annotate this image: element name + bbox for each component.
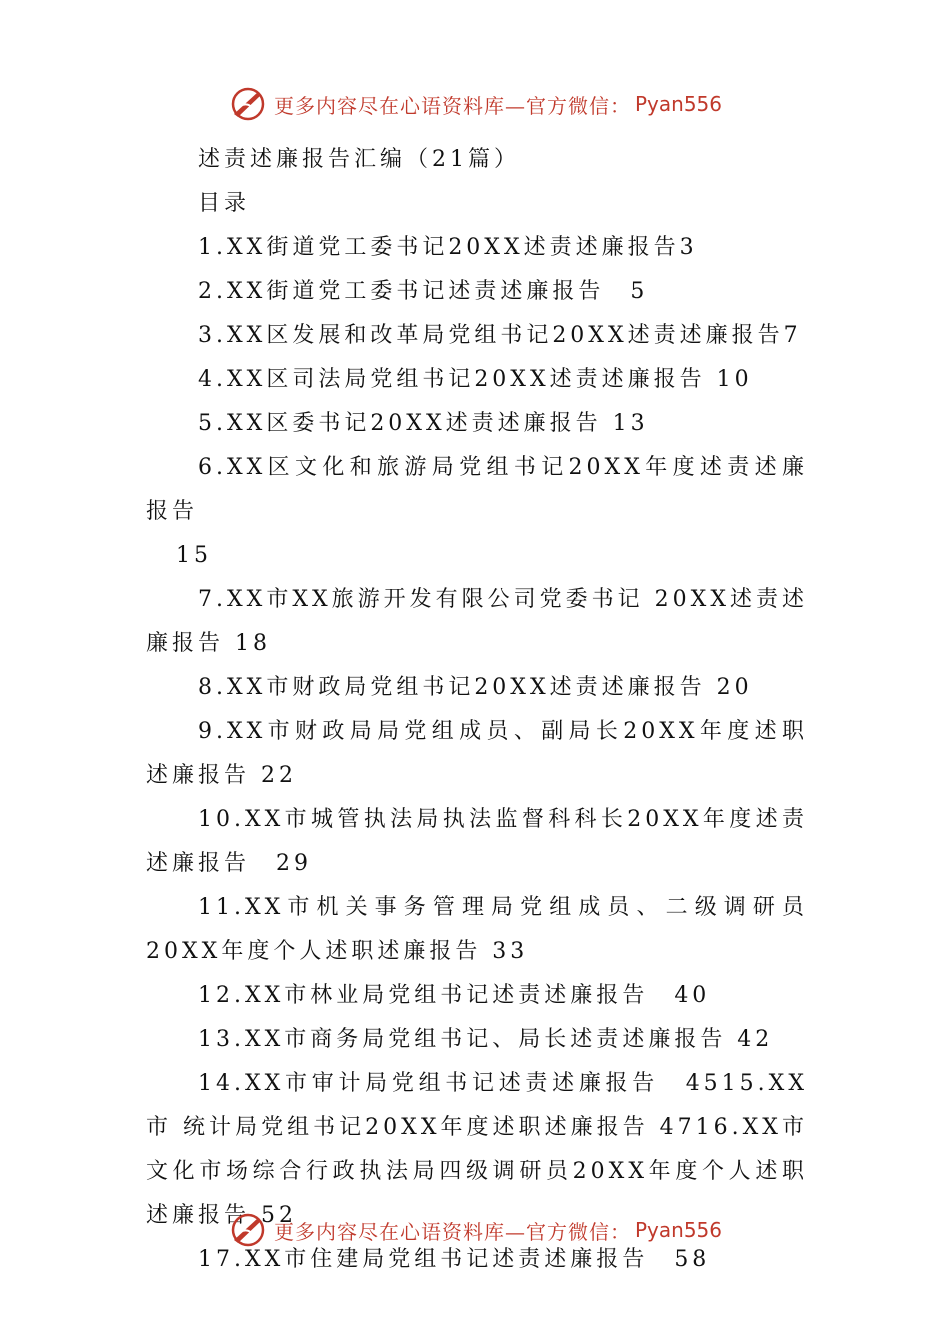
toc-entry: 10.XX市城管执法局执法监督科科长20XX年度述责述廉报告 29 [146, 807, 808, 876]
toc-entry-page-number: 15 [176, 543, 212, 568]
pen-logo-icon [228, 1210, 268, 1250]
toc-entry: 1.XX街道党工委书记20XX述责述廉报告3 [198, 235, 698, 260]
pen-logo-icon [228, 84, 268, 124]
toc-entry: 8.XX市财政局党组书记20XX述责述廉报告 20 [198, 675, 753, 700]
toc-entry: 5.XX区委书记20XX述责述廉报告 13 [198, 411, 649, 436]
toc-entry: 11.XX市机关事务管理局党组成员、二级调研员 20XX年度个人述职述廉报告 33 [146, 895, 808, 964]
header-banner-text: 更多内容尽在心语资料库—官方微信： [273, 93, 631, 118]
toc-entry: 3.XX区发展和改革局党组书记20XX述责述廉报告7 [198, 323, 802, 348]
toc-heading: 目录 [198, 191, 251, 216]
toc-entry: 17.XX市住建局党组书记述责述廉报告 58 [198, 1247, 711, 1272]
toc-entry: 9.XX市财政局局党组成员、副局长20XX年度述职述廉报告 22 [146, 719, 808, 788]
footer-banner-id: Pyan556 [634, 1218, 722, 1242]
toc-entry: 14.XX市审计局党组书记述责述廉报告 4515.XX 市 统计局党组书记20XX年度述职述廉报告 4716.XX市文化市场综合行政执法局四级调研员20XX年度个人述职述廉报告 52 [146, 1071, 808, 1228]
toc-entry: 4.XX区司法局党组书记20XX述责述廉报告 10 [198, 367, 753, 392]
toc-entry: 2.XX街道党工委书记述责述廉报告 5 [198, 279, 649, 304]
header-banner [0, 82, 950, 126]
header-banner-id: Pyan556 [634, 92, 722, 116]
toc-entry: 13.XX市商务局党组书记、局长述责述廉报告 42 [198, 1027, 774, 1052]
toc-entry: 7.XX市XX旅游开发有限公司党委书记 20XX述责述廉报告 18 [146, 587, 808, 656]
toc-entry: 6.XX区文化和旅游局党组书记20XX年度述责述廉报告 [146, 455, 808, 524]
footer-banner [0, 1208, 950, 1252]
footer-banner-text: 更多内容尽在心语资料库—官方微信： [273, 1219, 631, 1244]
toc-entry: 12.XX市林业局党组书记述责述廉报告 40 [198, 983, 711, 1008]
document-title: 述责述廉报告汇编（21篇） [198, 147, 520, 172]
document-body [146, 138, 808, 1282]
